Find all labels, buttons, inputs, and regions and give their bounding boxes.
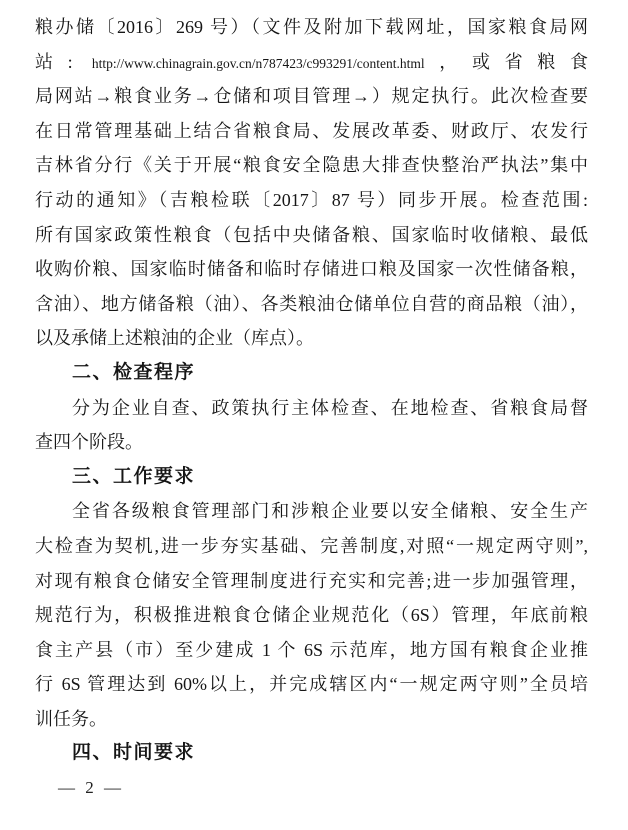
document-line: 所有国家政策性粮食（包括中央储备粮、国家临时收储粮、最低	[35, 224, 588, 245]
document-line: 粮办储〔2016〕269 号）（文件及附加下载网址，国家粮食局网	[35, 17, 588, 37]
document-url: http://www.chinagrain.gov.cn/n787423/c993291/content.html	[91, 55, 425, 71]
section-heading-4: 四、时间要求	[72, 742, 196, 764]
document-line: 以及承储上述粮油的企业（库点）。	[35, 328, 314, 349]
document-line: 行 6S 管理达到 60%以上，并完成辖区内“一规定两守则”全员培	[35, 674, 588, 695]
section-heading-3: 三、工作要求	[72, 465, 196, 487]
document-line: 规范行为，积极推进粮食仓储企业规范化（6S）管理，年底前粮	[35, 605, 588, 626]
document-line: 查四个阶段。	[35, 432, 143, 453]
document-line: 对现有粮食仓储安全管理制度进行充实和完善;进一步加强管理，	[35, 570, 588, 591]
document-text-block	[35, 10, 588, 771]
document-line: 局网站→粮食业务→仓储和项目管理→）规定执行。此次检查要	[35, 86, 588, 107]
url-line-prefix: 站:	[35, 51, 92, 72]
document-line: 吉林省分行《关于开展“粮食安全隐患大排查快整治严执法”集中	[35, 155, 588, 176]
section-heading-2: 二、检查程序	[72, 361, 196, 383]
document-line: 训任务。	[35, 708, 107, 729]
document-line: 在日常管理基础上结合省粮食局、发展改革委、财政厅、农发行	[35, 120, 588, 141]
document-line	[35, 45, 588, 80]
document-line: 全省各级粮食管理部门和涉粮企业要以安全储粮、安全生产	[72, 501, 588, 522]
document-line: 行动的通知》（吉粮检联〔2017〕87 号）同步开展。检查范围:	[35, 189, 588, 210]
document-line: 含油）、地方储备粮（油）、各类粮油仓储单位自营的商品粮（油），	[35, 293, 588, 314]
document-line: 收购价粮、国家临时储备和临时存储进口粮及国家一次性储备粮，	[35, 259, 588, 280]
page-number: — 2 —	[58, 778, 124, 797]
document-line: 分为企业自查、政策执行主体检查、在地检查、省粮食局督	[72, 397, 588, 418]
document-line: 食主产县（市）至少建成 1 个 6S 示范库，地方国有粮食企业推	[35, 639, 588, 660]
url-line-suffix: ，或省粮食	[424, 51, 588, 72]
document-line: 大检查为契机,进一步夯实基础、完善制度,对照“一规定两守则”,	[35, 535, 588, 556]
